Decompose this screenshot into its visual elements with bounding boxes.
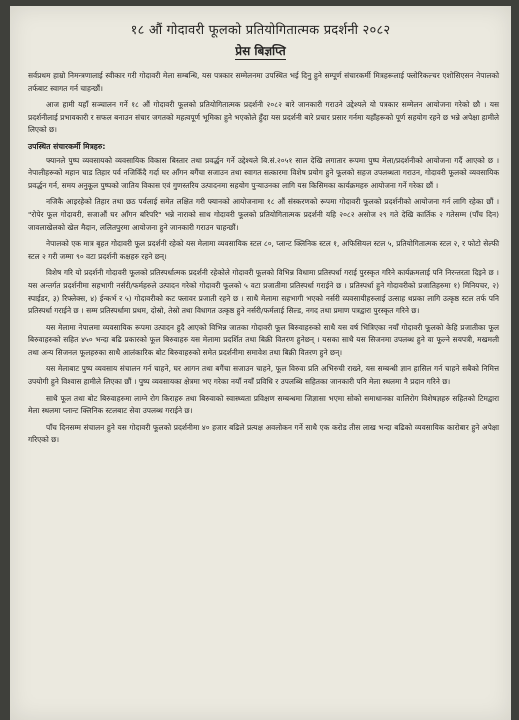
body-paragraph: विशेष गरि यो प्रदर्शनी गोदावरी फूलको प्रतिस्पर्धात्मक प्रदर्शनी रहेकोले गोदावरी फूलको विभिन्न विधामा प्रतिस्पर्धा गराई पुरस्कृत गरिने कार्यक्रमलाई पनि निरन्तरता दिइने छ । यस अन्तर्गत प्रदर्शनीमा सहभागी नर्सरी/फर्महरुले उत्पादन गरेको गोदावरी फूलको ५ वटा प्रजातीमा प्रतिस्पर्धा गराईने छ । प्रतिस्पर्धा हुने गोदावरीको प्रजातिहरुमा १) मिनियचर, २) स्पाईडर, ३) रिफ्लेक्स, ४) ईन्कर्भ र ५) गोदावरीको कट फ्लावर प्रजाती रहने छ । साथै मेलामा सहभागी भएको नर्सरी व्यवसायीहरुलाई उत्साह थप्नका लागि उत्कृष्ठ स्टल तर्फ पनि प्रतिस्पर्धा गराईने छ । सम्म प्रतिस्पर्धामा प्रथम, दोस्रो, तेस्रो तथा विधागत उत्कृष्ठ हुने नर्सरी/फर्मलाई सिल्ड, नगद तथा प्रमाण पत्रद्वारा पुरस्कृत गरिने छ। <box>28 268 499 316</box>
body-paragraph: पाँच दिनसम्म संचालन हुने यस गोदावरी फूलको प्रदर्शनीमा ४० हजार बढिले प्रत्यक्ष अवलोकन गर्ने साथै एक करोड तीस लाख भन्दा बढिको व्यवसायिक कारोबार हुने अपेक्षा गरिएको छ। <box>28 422 499 445</box>
body-paragraph: यस मेलाबाट पुष्प व्यवसाय संचालन गर्न चाहने, घर आगन तथा बगैंचा सजाउन चाहने, फूल विरुवा प्रति अभिरुची राख्ने, यस सम्बन्धी ज्ञान हासिल गर्न चाहने सबैको निमित्त उपयोगी हुने विश्वास हामीले लिएका छौं । पुष्प व्यवसायका क्षेत्रमा भए गरेका नयाँ नयाँ प्रविधि र उपलब्धि सहितका जानकारी पनि मेला स्थलमा नै प्रदान गरिने छ। <box>28 364 499 387</box>
subtitle-text: प्रेस बिज्ञप्ति <box>235 44 286 58</box>
document-subtitle <box>10 42 511 59</box>
body-paragraph: यस मेलामा नेपालमा व्यवसायिक रूपमा उत्पादन हुदै आएको विभिन्न जातका गोदावरी फूल बिरुवाहरुको साथै यस वर्ष भित्रिएका नयाँ गोदावरी फूलको केहि प्रजातीका फूल बिरुवाहरुको सहित ४५० भन्दा बढि प्रकारको फूल बिरुवाहरु यस मेलामा प्रदर्शित तथा बिक्री वितरण हुनेछन् । यसका साथै यस सिजनमा उपलब्ध हुने वा फूल्ने सयपत्री, मखमली तथा अन्य सिजनल फूलहरुका साथै आलंकारिक बोट बिरुवाहरुको समेत प्रदर्शनीमा समावेश तथा बिक्री वितरण हुने छन्। <box>28 322 499 357</box>
section-heading: उपस्थित संचारकर्मी मित्रहरु: <box>28 141 106 151</box>
body-paragraph: नजिकै आइरहेको तिहार तथा छठ पर्वलाई समेत लक्षित गरी फ्यानको आयोजनामा १८ औं संस्करणको रूपमा गोदावरी फूलको प्रदर्शनीको आयोजना गर्न लागि रहेका छौं । "रोपेर फूल गोदावरी, सजाऔं घर आँगन बरिपरि" भन्ने नाराको साथ गोदावरी फूलको प्रतियोगितात्मक प्रदर्शनी यहि २०८२ असोज २९ गते देखि कार्तिक २ गतेसम्म (पाँच दिन) जावलाखेलको खेल मैदान, ललितपुरमा आयोजना हुने जानकारी गराउन चाहन्छौं। <box>28 197 499 232</box>
body-paragraph: नेपालको एक मात्र बृहत गोदावरी फूल प्रदर्शनी रहेको यस मेलामा व्यवसायिक स्टल ८०, प्लान्ट क्लिनिक स्टल १, अफिसियल स्टल ५, प्रतियोगितात्मक स्टल २, र फोटो सेल्फी स्टल २ गरी जम्मा ९० वटा प्रदर्शनी कक्षहरु रहने छन्। <box>28 239 499 261</box>
document-page <box>10 6 511 720</box>
body-paragraph: साथै फूल तथा बोट बिरुवाहरुमा लाग्ने रोग किराहरु तथा बिरुवाको स्वास्थ्यता प्रविक्षण सम्बन्धमा जिज्ञासा भएमा सोको समाधानका वालिरोग विशेषज्ञहरु सहितको टिमद्वारा मेला स्थलमा प्लान्ट क्लिनिक स्टलबाट सेवा उपलब्ध गराईने छ। <box>28 393 499 416</box>
body-paragraph: आज हामी यहाँ सञ्चालन गर्ने १८ औं गोदावरी फूलको प्रतियोगितात्मक प्रदर्शनी २०८२ बारे जानकारी गराउने उद्देश्यले यो पत्रकार सम्मेलन आयोजना गरेको छौ । यस प्रदर्शनीलाई प्रभावकारी र सफल बनाउन संचार जगतको महत्वपूर्ण भूमिका हुने भएकोले हुँदा यस प्रदर्शनी बारे प्रचार प्रसार गर्नमा यहाँहरूको पूर्ण सहयोग रहने छ भन्ने अपेक्षा हामीले लिएको छ। <box>28 100 499 135</box>
body-paragraph: सर्वप्रथम हाम्रो निमन्त्रणालाई स्वीकार गरी गोदावरी मेला सम्बन्धि, यस पत्रकार सम्मेलनमा उपस्थित भई दिनु हुने सम्पूर्ण संचारकर्मी मित्रहरूलाई फ्लोरिकल्चर एशोसिएसन नेपालको तर्फबाट स्वागत गर्न चाहन्छौं। <box>28 71 499 93</box>
document-title: १८ औं गोदावरी फूलको प्रतियोगितात्मक प्रदर्शनी २०८२ <box>130 23 391 38</box>
body-paragraph: फ्यानले पुष्प व्यवसायको व्यवसायिक विकास बिस्तार तथा प्रवर्द्धन गर्ने उद्देश्यले बि.सं.२०५१ साल देखि लगातार रूपमा पुष्प मेला/प्रदर्शनीको आयोजना गर्दै आएको छ । नेपालीहरूको महान चाड तिहार पर्व नजिकिँदै गर्दा घर आँगन बगैंचा सजाउन तथा स्वागत सत्कारमा विशेष प्रयोग हुने फूलको सहज उपलब्धता गराउन, गोदावरी फूलको व्यवसायिक प्रवर्द्धन गर्न, समय अनुकूल पुष्पको जातिय विकास एवं गुणस्तरिय उत्पादनमा सहयोग पुऱ्याउनका लागि यस किसिमका कार्यक्रमहरु आयोजना गर्ने गरेका छौं । <box>28 155 499 190</box>
document-body <box>28 70 499 451</box>
